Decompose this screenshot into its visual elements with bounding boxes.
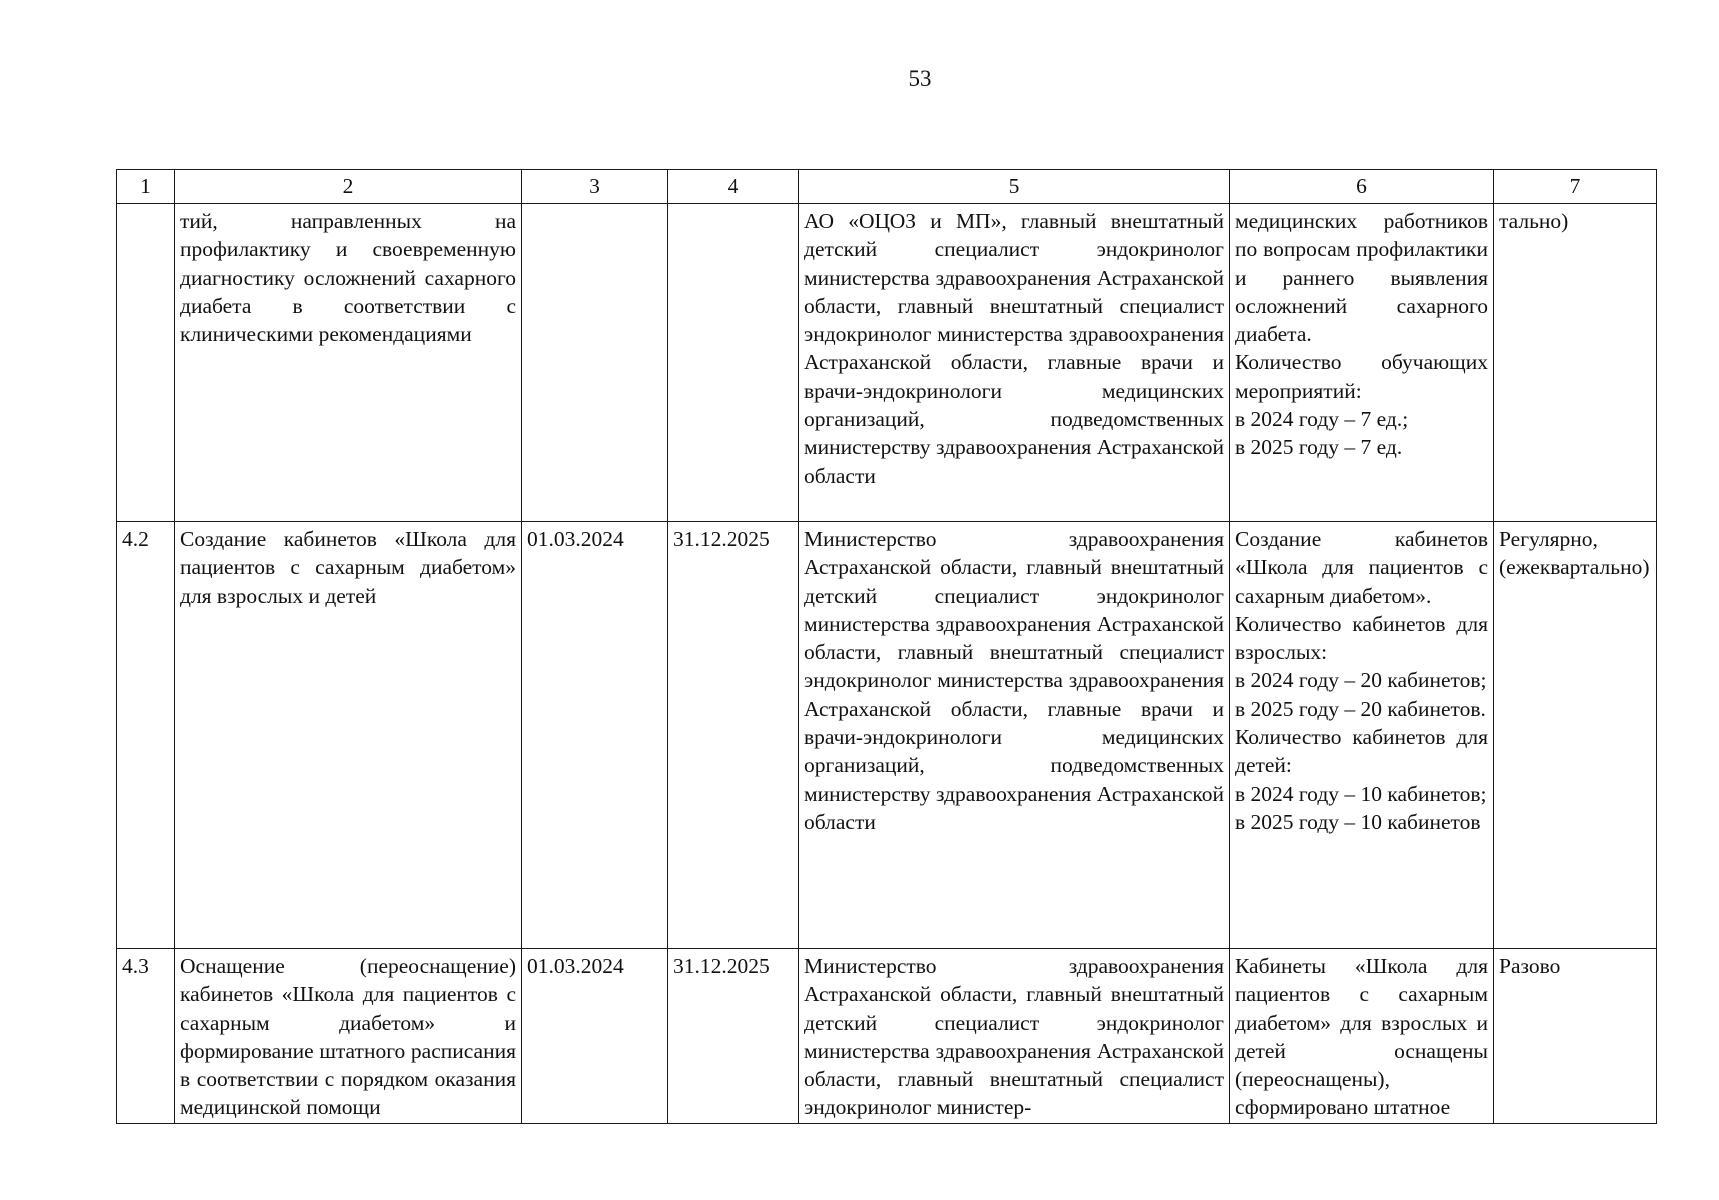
column-header: 1 <box>117 170 175 204</box>
column-header: 2 <box>175 170 522 204</box>
end-date-cell <box>668 204 799 522</box>
row-number-cell: 4.3 <box>117 949 175 1124</box>
start-date-cell <box>522 204 668 522</box>
column-header: 3 <box>522 170 668 204</box>
table-header-row <box>117 170 1657 204</box>
page-number: 53 <box>908 66 932 91</box>
row-number-cell <box>117 204 175 522</box>
period-cell: Регулярно, (ежеквартально) <box>1494 522 1657 949</box>
column-header: 4 <box>668 170 799 204</box>
result-cell: Кабинеты «Школа для пациентов с сахарным диабетом» для взрослых и детей оснащены (переоснащены), сформировано штатное <box>1230 949 1494 1124</box>
result-cell: медицинских работников по вопросам профилактики и раннего выявления осложнений сахарного диабета. Количество обучающих мероприятий: в 2024 году – 7 ед.; в 2025 году – 7 ед. <box>1230 204 1494 522</box>
start-date-cell: 01.03.2024 <box>522 949 668 1124</box>
table-row <box>117 949 1657 1124</box>
event-cell: тий, направленных на профилактику и своевременную диагностику осложнений сахарного диабета в соответствии с клиническими рекомендациями <box>175 204 522 522</box>
end-date-cell: 31.12.2025 <box>668 522 799 949</box>
start-date-cell: 01.03.2024 <box>522 522 668 949</box>
period-cell: тально) <box>1494 204 1657 522</box>
responsible-cell: Министерство здравоохранения Астраханской области, главный внештатный детский специалист эндокринолог министерства здравоохранения Астраханской области, главный внештатный специалист эндокринолог министер- <box>799 949 1230 1124</box>
responsible-cell: АО «ОЦОЗ и МП», главный внештатный детский специалист эндокринолог министерства здравоохранения Астраханской области, главный внештатный специалист эндокринолог министерства здравоохранения Астраханской области, главные врачи и врачи-эндокринологи медицинских организаций, подведомственных министерству здравоохранения Астраханской области <box>799 204 1230 522</box>
table-row <box>117 204 1657 522</box>
table-row <box>117 522 1657 949</box>
row-number-cell: 4.2 <box>117 522 175 949</box>
column-header: 6 <box>1230 170 1494 204</box>
end-date-cell: 31.12.2025 <box>668 949 799 1124</box>
period-cell: Разово <box>1494 949 1657 1124</box>
event-cell: Создание кабинетов «Школа для пациентов с сахарным диабетом» для взрослых и детей <box>175 522 522 949</box>
measures-table <box>116 169 1657 1124</box>
result-cell: Создание кабинетов «Школа для пациентов с сахарным диабетом». Количество кабинетов для взрослых: в 2024 году – 20 кабинетов; в 2025 году – 20 кабинетов. Количество кабинетов для детей: в 2024 году – 10 кабинетов; в 2025 году – 10 кабинетов <box>1230 522 1494 949</box>
column-header: 5 <box>799 170 1230 204</box>
column-header: 7 <box>1494 170 1657 204</box>
responsible-cell: Министерство здравоохранения Астраханской области, главный внештатный детский специалист эндокринолог министерства здравоохранения Астраханской области, главный внештатный специалист эндокринолог министерства здравоохранения Астраханской области, главные врачи и врачи-эндокринологи медицинских организаций, подведомственных министерству здравоохранения Астраханской области <box>799 522 1230 949</box>
event-cell: Оснащение (переоснащение) кабинетов «Школа для пациентов с сахарным диабетом» и формирование штатного расписания в соответствии с порядком оказания медицинской помощи <box>175 949 522 1124</box>
